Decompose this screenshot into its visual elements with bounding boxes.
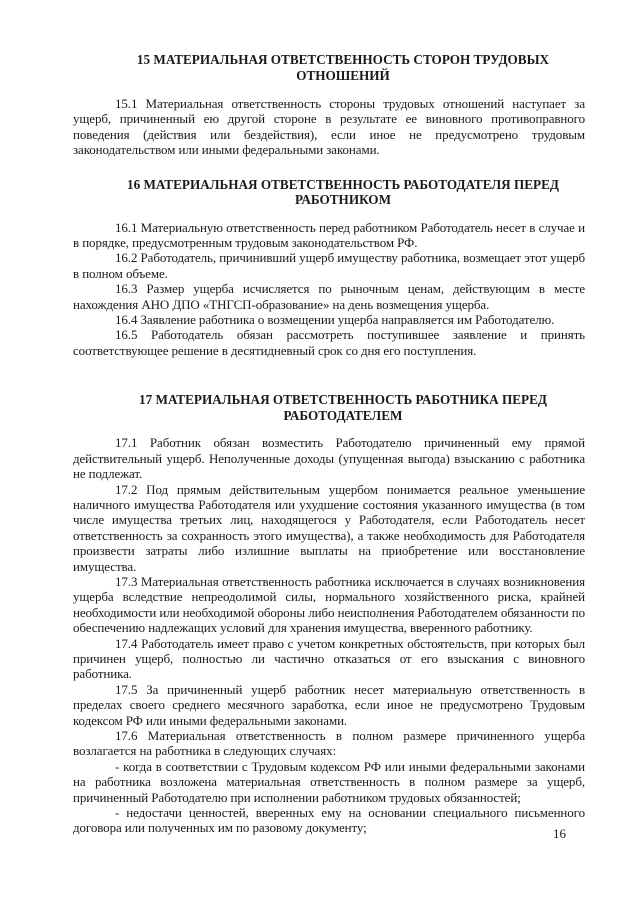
- paragraph-17-2: 17.2 Под прямым действительным ущербом понимается реальное уменьшение наличного имущества Работодателя или ухудшение состояния указанного имущества (в том числе имущества третьих лиц, находящегося у Работодателя, если Работодатель несет ответственность за сохранность этого имущества), а также необходимость для Работодателя произвести затраты либо излишние выплаты на приобретение или восстановление имущества.: [73, 481, 585, 574]
- heading-line: РАБОТОДАТЕЛЕМ: [283, 407, 403, 423]
- paragraph-16-1: 16.1 Материальную ответственность перед работником Работодатель несет в случае и в порядке, предусмотренным трудовым законодательством РФ.: [73, 219, 585, 251]
- section-heading: [73, 392, 585, 423]
- section-17: [73, 392, 585, 836]
- heading-line: 16 МАТЕРИАЛЬНАЯ ОТВЕТСТВЕННОСТЬ РАБОТОДАТЕЛЯ ПЕРЕД: [127, 176, 559, 192]
- paragraph-16-5: 16.5 Работодатель обязан рассмотреть поступившее заявление и принять соответствующее решение в десятидневный срок со дня его поступления.: [73, 327, 585, 358]
- heading-line: ОТНОШЕНИЙ: [296, 67, 390, 83]
- paragraph-17-1: 17.1 Работник обязан возместить Работодателю причиненный ему прямой действительный ущерб. Неполученные доходы (упущенная выгода) взысканию с работника не подлежат.: [73, 435, 585, 482]
- paragraph-15-1: 15.1 Материальная ответственность стороны трудовых отношений наступает за ущерб, причиненный ею другой стороне в результате ее виновного противоправного поведения (действия или бездействия), если иное не предусмотрено трудовым законодательством или иными федеральными законами.: [73, 96, 585, 158]
- paragraph-16-4: 16.4 Заявление работника о возмещении ущерба направляется им Работодателю.: [115, 312, 555, 328]
- paragraph-17-5: 17.5 За причиненный ущерб работник несет материальную ответственность в пределах своего среднего месячного заработка, если иное не предусмотрено Трудовым кодексом РФ или иными федеральными законами.: [73, 681, 585, 728]
- paragraph-16-2: 16.2 Работодатель, причинивший ущерб имуществу работника, возмещает этот ущерб в полном объеме.: [73, 250, 585, 281]
- paragraph-17-6: 17.6 Материальная ответственность в полном размере причиненного ущерба возлагается на работника в следующих случаях:: [73, 728, 585, 759]
- paragraph-16-3: 16.3 Размер ущерба исчисляется по рыночным ценам, действующим в месте нахождения АНО ДПО «ТНГСП-образование» на день возмещения ущерба.: [73, 281, 585, 312]
- section-heading: [73, 177, 585, 208]
- paragraph-17-3: 17.3 Материальная ответственность работника исключается в случаях возникновения ущерба вследствие непреодолимой силы, нормального хозяйственного риска, крайней необходимости или необходимой обороны либо неисполнения Работодателем обязанности по обеспечению надлежащих условий для хранения имущества, вверенного работнику.: [73, 573, 585, 636]
- heading-line: 15 МАТЕРИАЛЬНАЯ ОТВЕТСТВЕННОСТЬ СТОРОН ТРУДОВЫХ: [136, 52, 550, 67]
- section-15: [73, 52, 585, 158]
- paragraph-17-4: 17.4 Работодатель имеет право с учетом конкретных обстоятельств, при которых был причинен ущерб, полностью ли частично отказаться от его взыскания с виновного работника.: [73, 635, 585, 682]
- section-heading: [73, 52, 585, 83]
- list-item-full-liability-law: - когда в соответствии с Трудовым кодексом РФ или иными федеральными законами на работника возложена материальная ответственность в полном размере за ущерб, причиненный Работодателю при исполнении работником трудовых обязанностей;: [73, 758, 585, 805]
- heading-line: РАБОТНИКОМ: [294, 192, 392, 208]
- page-number: 16: [553, 826, 566, 841]
- section-16: [73, 177, 585, 359]
- heading-line: 17 МАТЕРИАЛЬНАЯ ОТВЕТСТВЕННОСТЬ РАБОТНИКА ПЕРЕД: [139, 392, 547, 408]
- list-item-shortage-valuables: - недостачи ценностей, вверенных ему на основании специального письменного договора или полученных им по разовому документу;: [73, 805, 585, 836]
- page-content: [73, 52, 585, 836]
